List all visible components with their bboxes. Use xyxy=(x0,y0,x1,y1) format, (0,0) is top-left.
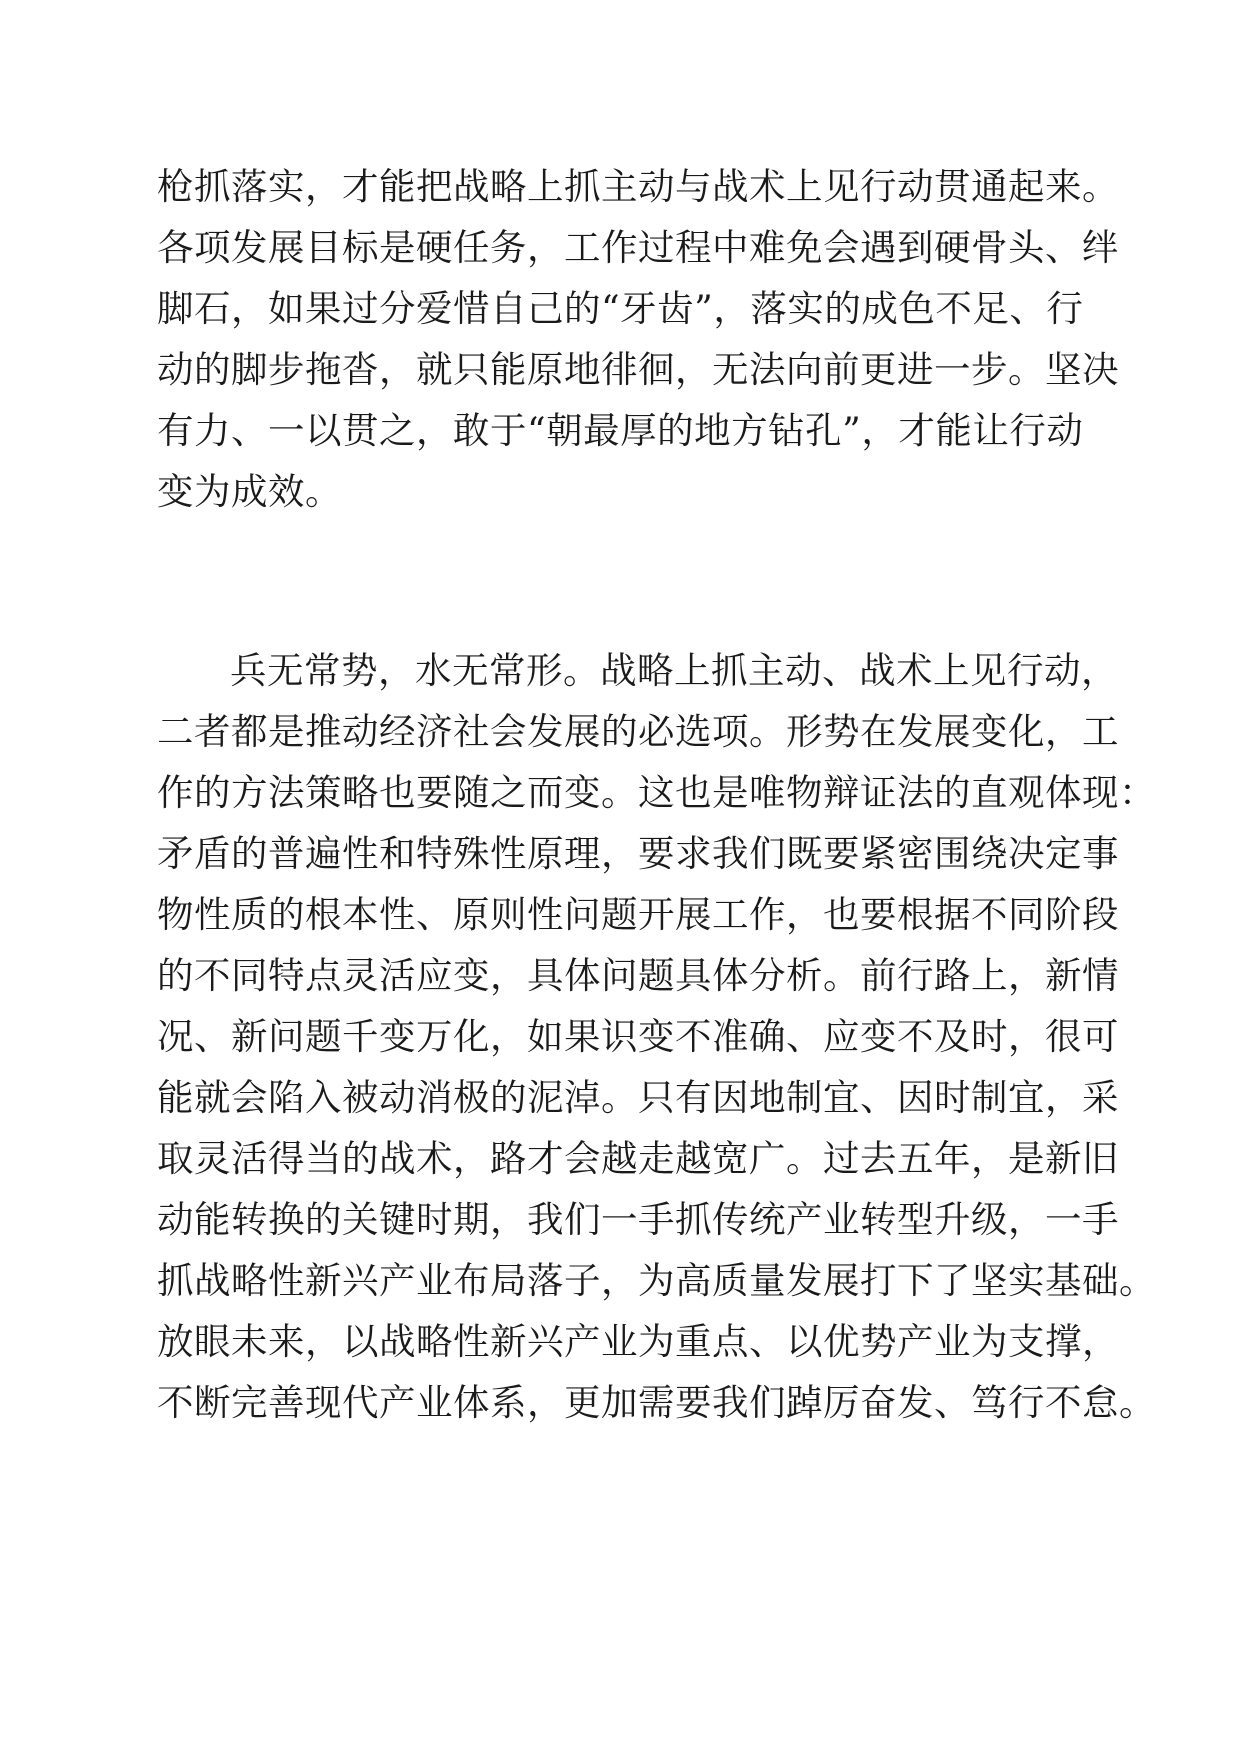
paragraph-line: 放眼未来，以战略性新兴产业为重点、以优势产业为支撑， xyxy=(157,1320,1119,1363)
paragraph-first-line: 兵无常势，水无常形。战略上抓主动、战术上见行动， xyxy=(230,649,1118,692)
paragraph-line: 动的脚步拖沓，就只能原地徘徊，无法向前更进一步。坚决 xyxy=(157,348,1119,391)
paragraph-1 xyxy=(157,156,1119,522)
paragraph-line: 动能转换的关键时期，我们一手抓传统产业转型升级，一手 xyxy=(157,1198,1119,1241)
paragraph-line: 物性质的根本性、原则性问题开展工作，也要根据不同阶段 xyxy=(157,893,1119,936)
paragraph-line: 脚石，如果过分爱惜自己的“牙齿”，落实的成色不足、行 xyxy=(157,287,1084,330)
paragraph-line: 不断完善现代产业体系，更加需要我们踔厉奋发、笃行不怠。 xyxy=(157,1381,1156,1424)
paragraph-line: 有力、一以贯之，敢于“朝最厚的地方钻孔”，才能让行动 xyxy=(157,409,1084,452)
paragraph-line: 二者都是推动经济社会发展的必选项。形势在发展变化，工 xyxy=(157,710,1119,753)
paragraph-line: 矛盾的普遍性和特殊性原理，要求我们既要紧密围绕决定事 xyxy=(157,832,1119,875)
paragraph-line: 枪抓落实，才能把战略上抓主动与战术上见行动贯通起来。 xyxy=(157,165,1119,208)
paragraph-line: 各项发展目标是硬任务，工作过程中难免会遇到硬骨头、绊 xyxy=(157,226,1119,269)
paragraph-line: 作的方法策略也要随之而变。这也是唯物辩证法的直观体现： xyxy=(157,771,1156,814)
paragraph-line: 抓战略性新兴产业布局落子，为高质量发展打下了坚实基础。 xyxy=(157,1259,1156,1302)
paragraph-line: 取灵活得当的战术，路才会越走越宽广。过去五年，是新旧 xyxy=(157,1137,1119,1180)
paragraph-2 xyxy=(157,640,1156,1433)
paragraph-line: 的不同特点灵活应变，具体问题具体分析。前行路上，新情 xyxy=(157,954,1119,997)
paragraph-line: 况、新问题千变万化，如果识变不准确、应变不及时，很可 xyxy=(157,1015,1119,1058)
paragraph-line: 能就会陷入被动消极的泥淖。只有因地制宜、因时制宜，采 xyxy=(157,1076,1119,1119)
paragraph-line: 变为成效。 xyxy=(157,470,342,513)
